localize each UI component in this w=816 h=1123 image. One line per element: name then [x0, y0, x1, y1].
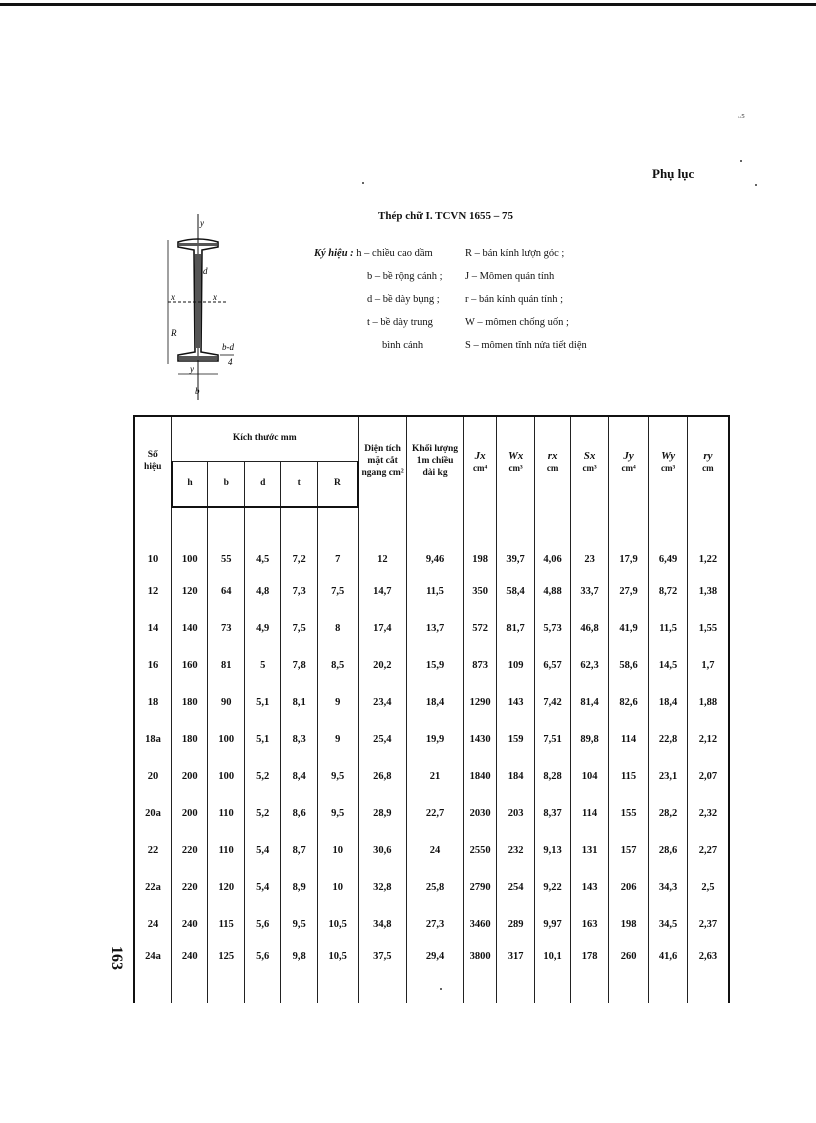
table-cell: 198 — [463, 507, 496, 573]
table-cell: 25,4 — [358, 721, 407, 758]
header-symbol: Jy — [623, 449, 634, 462]
table-cell: 1840 — [463, 758, 496, 795]
table-cell: 198 — [608, 906, 649, 943]
table-cell: 73 — [208, 610, 244, 647]
table-cell: 4,88 — [534, 573, 570, 610]
table-cell: 8,72 — [649, 573, 688, 610]
table-cell: 8,3 — [281, 721, 317, 758]
table-cell: 2790 — [463, 869, 496, 906]
table-cell: 100 — [172, 507, 208, 573]
table-cell: 81 — [208, 647, 244, 684]
table-cell: 4,5 — [244, 507, 280, 573]
row-designation-cell: 20a — [134, 795, 172, 832]
table-cell: 30,6 — [358, 832, 407, 869]
table-cell: 200 — [172, 795, 208, 832]
header-unit: cm — [546, 463, 559, 474]
table-cell: 27,3 — [407, 906, 464, 943]
table-cell: 9,22 — [534, 869, 570, 906]
table-cell: 1,7 — [687, 647, 729, 684]
table-cell: 8,9 — [281, 869, 317, 906]
b-header: b — [208, 462, 244, 508]
table-cell: 572 — [463, 610, 496, 647]
table-cell: 4,9 — [244, 610, 280, 647]
page-number: 163 — [108, 946, 125, 970]
top-rule — [0, 3, 816, 6]
table-cell: 33,7 — [571, 573, 609, 610]
wx-header — [497, 416, 535, 507]
table-cell: 58,4 — [497, 573, 535, 610]
table-body — [134, 507, 729, 1003]
so-hieu-header — [134, 416, 172, 507]
table-cell: 1290 — [463, 684, 496, 721]
table-cell: 140 — [172, 610, 208, 647]
table-cell: 37,5 — [358, 943, 407, 1003]
header-line: ngang cm² — [361, 467, 404, 478]
table-cell: 11,5 — [649, 610, 688, 647]
table-cell: 28,9 — [358, 795, 407, 832]
table-cell: 34,3 — [649, 869, 688, 906]
table-cell: 4,06 — [534, 507, 570, 573]
table-cell: 7,2 — [281, 507, 317, 573]
table-cell: 206 — [608, 869, 649, 906]
header-line: dài kg — [422, 467, 448, 478]
table-cell: 8,6 — [281, 795, 317, 832]
table-cell: 2550 — [463, 832, 496, 869]
table-cell: 7,5 — [281, 610, 317, 647]
table-cell: 7,8 — [281, 647, 317, 684]
table-cell: 184 — [497, 758, 535, 795]
table-cell: 29,4 — [407, 943, 464, 1003]
table-cell: 24 — [407, 832, 464, 869]
legend-key: Ký hiệu : — [314, 248, 354, 259]
legend-line: r – bán kính quán tính ; — [465, 294, 563, 305]
table-cell: 180 — [172, 721, 208, 758]
table-cell: 2030 — [463, 795, 496, 832]
header-line: Khối lượng — [411, 444, 459, 455]
table-cell: 9,8 — [281, 943, 317, 1003]
row-designation-cell: 18a — [134, 721, 172, 758]
table-row — [134, 684, 729, 721]
table-cell: 13,7 — [407, 610, 464, 647]
table-cell: 7,3 — [281, 573, 317, 610]
diagram-label: x — [213, 292, 217, 302]
table-cell: 240 — [172, 943, 208, 1003]
table-cell: 159 — [497, 721, 535, 758]
table-cell: 23 — [571, 507, 609, 573]
table-cell: 41,9 — [608, 610, 649, 647]
table-cell: 114 — [608, 721, 649, 758]
ry-header — [687, 416, 729, 507]
row-designation-cell: 24a — [134, 943, 172, 1003]
table-cell: 1,22 — [687, 507, 729, 573]
table-cell: 9 — [317, 684, 358, 721]
table-cell: 8,7 — [281, 832, 317, 869]
table-cell: 157 — [608, 832, 649, 869]
table-cell: 14,5 — [649, 647, 688, 684]
table-cell: 5,1 — [244, 684, 280, 721]
table-cell: 232 — [497, 832, 535, 869]
table-cell: 81,4 — [571, 684, 609, 721]
wy-header — [649, 416, 688, 507]
table-cell: 15,9 — [407, 647, 464, 684]
table-cell: 25,8 — [407, 869, 464, 906]
table-cell: 18,4 — [407, 684, 464, 721]
table-cell: 1,38 — [687, 573, 729, 610]
header-unit: cm³ — [582, 463, 597, 474]
table-cell: 1,55 — [687, 610, 729, 647]
table-cell: 120 — [172, 573, 208, 610]
table-cell: 2,32 — [687, 795, 729, 832]
header-line: mặt cắt — [367, 456, 398, 467]
table-cell: 9,46 — [407, 507, 464, 573]
table-cell: 109 — [497, 647, 535, 684]
table-cell: 5,73 — [534, 610, 570, 647]
header-label: Phụ lục — [652, 166, 695, 181]
table-cell: 5,4 — [244, 832, 280, 869]
diagram-label: b-d — [222, 342, 234, 352]
table-cell: 160 — [172, 647, 208, 684]
speck — [362, 182, 364, 184]
table-cell: 115 — [608, 758, 649, 795]
header-unit: cm³ — [508, 463, 523, 474]
table-cell: 8,4 — [281, 758, 317, 795]
row-designation-cell: 14 — [134, 610, 172, 647]
header-unit: cm — [702, 463, 714, 474]
header-symbol: rx — [547, 449, 558, 462]
speck — [740, 160, 742, 162]
table-cell: 220 — [172, 869, 208, 906]
sx-header — [571, 416, 609, 507]
table-cell: 26,8 — [358, 758, 407, 795]
legend-line — [314, 248, 433, 259]
diagram-label: y — [190, 364, 194, 374]
table-cell: 2,12 — [687, 721, 729, 758]
table-cell: 10 — [317, 869, 358, 906]
table-cell: 17,9 — [608, 507, 649, 573]
legend-line: J – Mômen quán tính — [465, 271, 555, 282]
h-header: h — [172, 462, 208, 508]
legend-line: W – mômen chống uốn ; — [465, 317, 569, 328]
table-cell: 10,5 — [317, 943, 358, 1003]
area-header — [358, 416, 407, 507]
table-row — [134, 906, 729, 943]
table-row — [134, 758, 729, 795]
table-cell: 100 — [208, 721, 244, 758]
table-cell: 34,8 — [358, 906, 407, 943]
table-cell: 143 — [497, 684, 535, 721]
table-cell: 22,7 — [407, 795, 464, 832]
table-cell: 5,4 — [244, 869, 280, 906]
table-cell: 873 — [463, 647, 496, 684]
table-cell: 12 — [358, 507, 407, 573]
table-cell: 23,4 — [358, 684, 407, 721]
table-cell: 203 — [497, 795, 535, 832]
r-header: R — [317, 462, 358, 508]
table-cell: 2,37 — [687, 906, 729, 943]
table-cell: 110 — [208, 832, 244, 869]
table-cell: 114 — [571, 795, 609, 832]
table-cell: 8,28 — [534, 758, 570, 795]
legend-line: S – mômen tĩnh nửa tiết diện — [465, 340, 587, 351]
header-symbol: Wy — [661, 449, 676, 462]
diagram-label: 4 — [228, 357, 233, 367]
speck — [755, 184, 757, 186]
table-cell: 9,5 — [281, 906, 317, 943]
diagram-label: x — [171, 292, 175, 302]
table-cell: 27,9 — [608, 573, 649, 610]
table-cell: 89,8 — [571, 721, 609, 758]
table-cell: 62,3 — [571, 647, 609, 684]
row-designation-cell: 24 — [134, 906, 172, 943]
table-cell: 19,9 — [407, 721, 464, 758]
table-row — [134, 573, 729, 610]
table-cell: 7,5 — [317, 573, 358, 610]
table-cell: 5,6 — [244, 943, 280, 1003]
row-designation-cell: 18 — [134, 684, 172, 721]
table-cell: 100 — [208, 758, 244, 795]
table-cell: 240 — [172, 906, 208, 943]
table-row — [134, 869, 729, 906]
table-cell: 4,8 — [244, 573, 280, 610]
table-cell: 2,07 — [687, 758, 729, 795]
row-designation-cell: 22a — [134, 869, 172, 906]
table-cell: 1430 — [463, 721, 496, 758]
legend-line: bình cánh — [382, 340, 424, 351]
table-cell: 18,4 — [649, 684, 688, 721]
header-unit: cm³ — [661, 463, 676, 474]
steel-i-beam-table — [133, 415, 730, 1003]
table-cell: 34,5 — [649, 906, 688, 943]
header-symbol: Wx — [507, 449, 524, 462]
table-cell: 6,49 — [649, 507, 688, 573]
table-cell: 11,5 — [407, 573, 464, 610]
jx-header — [463, 416, 496, 507]
jy-header — [608, 416, 649, 507]
table-cell: 350 — [463, 573, 496, 610]
legend-text: h – chiều cao dầm — [356, 248, 433, 259]
diagram-label: b — [195, 386, 200, 396]
row-designation-cell: 22 — [134, 832, 172, 869]
row-designation-cell: 10 — [134, 507, 172, 573]
row-designation-cell: 20 — [134, 758, 172, 795]
legend-line: b – bề rộng cánh ; — [367, 271, 443, 282]
table-cell: 9,5 — [317, 795, 358, 832]
table-cell: 9,13 — [534, 832, 570, 869]
table-cell: 7,42 — [534, 684, 570, 721]
rx-header — [534, 416, 570, 507]
table-cell: 163 — [571, 906, 609, 943]
table-cell: 7,51 — [534, 721, 570, 758]
table-cell: 5 — [244, 647, 280, 684]
table-cell: 17,4 — [358, 610, 407, 647]
table-cell: 81,7 — [497, 610, 535, 647]
table-cell: 5,6 — [244, 906, 280, 943]
table-cell: 21 — [407, 758, 464, 795]
table-cell: 5,2 — [244, 758, 280, 795]
table-cell: 2,27 — [687, 832, 729, 869]
table-row — [134, 647, 729, 684]
table-cell: 143 — [571, 869, 609, 906]
header-symbol: Jx — [474, 449, 486, 462]
legend-line: R – bán kính lượn góc ; — [465, 248, 565, 259]
table-cell: 1,88 — [687, 684, 729, 721]
table-row — [134, 832, 729, 869]
header-symbol: ry — [703, 449, 713, 462]
table-cell: 9,5 — [317, 758, 358, 795]
diagram-label: y — [200, 218, 204, 228]
table-cell: 131 — [571, 832, 609, 869]
row-designation-cell: 16 — [134, 647, 172, 684]
table-cell: 120 — [208, 869, 244, 906]
table-cell: 39,7 — [497, 507, 535, 573]
mass-header — [407, 416, 464, 507]
table-cell: 10 — [317, 832, 358, 869]
table-cell: 8,5 — [317, 647, 358, 684]
corner-mark: ᵕ⁵ — [738, 112, 746, 124]
table-cell: 317 — [497, 943, 535, 1003]
dimensions-group-header: Kích thước mm — [172, 416, 359, 462]
table-cell: 14,7 — [358, 573, 407, 610]
diagram-label: R — [171, 328, 177, 338]
header-line: Số — [147, 450, 158, 461]
table-row — [134, 507, 729, 573]
d-header: d — [244, 462, 280, 508]
legend-line: t – bề dày trung — [367, 317, 433, 328]
table-row — [134, 795, 729, 832]
header-line: Diện tích — [364, 444, 401, 455]
table-cell: 289 — [497, 906, 535, 943]
table-cell: 110 — [208, 795, 244, 832]
header-line: 1m chiều — [416, 456, 454, 467]
table-cell: 155 — [608, 795, 649, 832]
table-cell: 125 — [208, 943, 244, 1003]
table-cell: 22,8 — [649, 721, 688, 758]
diagram-label: d — [203, 266, 208, 276]
table-cell: 28,2 — [649, 795, 688, 832]
table-cell: 9 — [317, 721, 358, 758]
table-cell: 3460 — [463, 906, 496, 943]
table-cell: 90 — [208, 684, 244, 721]
i-beam-diagram — [158, 214, 260, 404]
legend-line: d – bề dày bụng ; — [367, 294, 440, 305]
table-cell: 220 — [172, 832, 208, 869]
table-cell: 200 — [172, 758, 208, 795]
table-row — [134, 721, 729, 758]
table-row — [134, 610, 729, 647]
t-header: t — [281, 462, 317, 508]
table-cell: 82,6 — [608, 684, 649, 721]
header-line: hiệu — [144, 462, 162, 472]
header-unit: cm⁴ — [473, 463, 488, 474]
table-cell: 28,6 — [649, 832, 688, 869]
table-cell: 7 — [317, 507, 358, 573]
header-symbol: Sx — [583, 449, 596, 462]
table-cell: 5,2 — [244, 795, 280, 832]
row-designation-cell: 12 — [134, 573, 172, 610]
table-cell: 58,6 — [608, 647, 649, 684]
table-title: Thép chữ I. TCVN 1655 – 75 — [378, 210, 514, 222]
table-cell: 104 — [571, 758, 609, 795]
table-cell: 32,8 — [358, 869, 407, 906]
table-row — [134, 943, 729, 1003]
table-cell: 180 — [172, 684, 208, 721]
header-unit: cm⁴ — [621, 463, 636, 474]
table-cell: 8,1 — [281, 684, 317, 721]
table-cell: 3800 — [463, 943, 496, 1003]
table-cell: 9,97 — [534, 906, 570, 943]
table-cell: 8 — [317, 610, 358, 647]
table-cell: 41,6 — [649, 943, 688, 1003]
table-cell: 23,1 — [649, 758, 688, 795]
table-cell: 46,8 — [571, 610, 609, 647]
table-cell: 254 — [497, 869, 535, 906]
table-cell: 64 — [208, 573, 244, 610]
table-cell: 178 — [571, 943, 609, 1003]
table-cell: 260 — [608, 943, 649, 1003]
table-cell: 8,37 — [534, 795, 570, 832]
table-cell: 2,5 — [687, 869, 729, 906]
table-cell: 55 — [208, 507, 244, 573]
table-cell: 20,2 — [358, 647, 407, 684]
table-cell: 6,57 — [534, 647, 570, 684]
table-cell: 10,1 — [534, 943, 570, 1003]
table-cell: 115 — [208, 906, 244, 943]
table-cell: 2,63 — [687, 943, 729, 1003]
table-cell: 10,5 — [317, 906, 358, 943]
table-cell: 5,1 — [244, 721, 280, 758]
